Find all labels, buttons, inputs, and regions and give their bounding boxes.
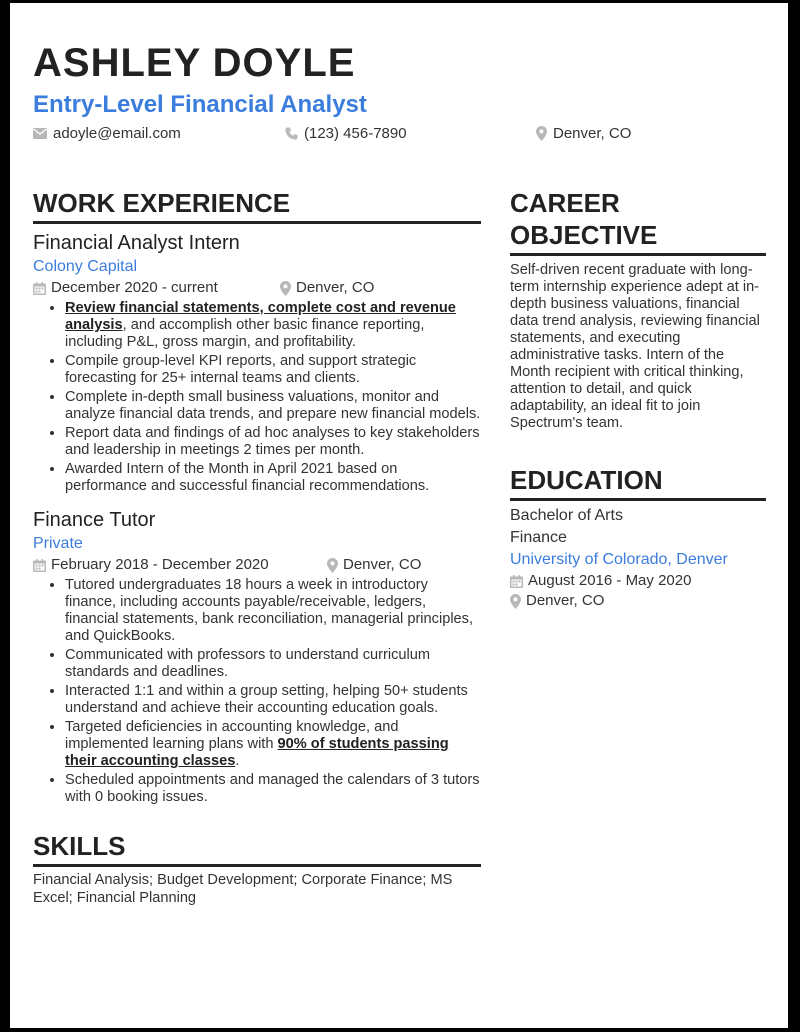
contact-phone <box>285 123 407 143</box>
education-dates-text: August 2016 - May 2020 <box>528 572 692 589</box>
education-heading: EDUCATION <box>510 464 766 501</box>
candidate-role: Entry-Level Financial Analyst <box>33 91 367 118</box>
job-dates <box>33 278 280 298</box>
calendar-icon <box>33 559 46 572</box>
location-pin-icon <box>327 558 338 573</box>
job-title: Financial Analyst Intern <box>33 232 240 254</box>
education-location <box>510 591 766 611</box>
job-dates <box>33 555 327 575</box>
job-entry <box>33 230 481 495</box>
bullet-item: • Tutored undergraduates 18 hours a week in introductory finance, including accounts payable/receivable, ledgers, financial statements, bank reconciliation, managerial principles, and QuickBooks. <box>65 577 481 645</box>
location-pin-icon <box>536 126 547 141</box>
email-icon <box>33 128 47 139</box>
email-text: adoyle@email.com <box>53 124 181 142</box>
education-dates <box>510 571 766 591</box>
job-title: Finance Tutor <box>33 509 156 531</box>
field-of-study: Finance <box>510 529 567 546</box>
job-meta <box>33 278 481 298</box>
phone-text: (123) 456-7890 <box>304 124 407 142</box>
location-text: Denver, CO <box>553 124 632 142</box>
job-bullets <box>33 577 481 806</box>
degree: Bachelor of Arts <box>510 507 623 524</box>
skills-section <box>33 830 481 907</box>
calendar-icon <box>510 575 523 588</box>
education-dates-item <box>510 571 691 591</box>
job-location-text: Denver, CO <box>343 556 422 573</box>
education-location-text: Denver, CO <box>526 592 605 609</box>
bullet-item: • Review financial statements, complete cost and revenue analysis, and accomplish other basic finance reporting, including P&L, gross margin, and profitability. <box>65 300 481 351</box>
heading-line: CAREER <box>510 188 620 218</box>
bullet-item: • Scheduled appointments and managed the calendars of 3 tutors with 0 booking issues. <box>65 772 481 806</box>
location-pin-icon <box>510 594 521 609</box>
bullet-item: • Targeted deficiencies in accounting knowledge, and implemented learning plans with 90% of students passing their accounting classes. <box>65 719 481 770</box>
left-column <box>33 187 481 907</box>
bullet-item: • Awarded Intern of the Month in April 2021 based on performance and successful financial recommendations. <box>65 461 481 495</box>
bullet-item: • Complete in-depth small business valuations, monitor and analyze financial data trends, and prepare new financial models. <box>65 389 481 423</box>
job-entry <box>33 507 481 806</box>
resume-page <box>10 3 788 1028</box>
education-entry <box>510 505 766 611</box>
job-location-text: Denver, CO <box>296 279 375 296</box>
company-name: Colony Capital <box>33 258 138 275</box>
location-pin-icon <box>280 281 291 296</box>
company-name: Private <box>33 535 83 552</box>
bullet-item: • Report data and findings of ad hoc analyses to key stakeholders and leadership in meetings 2 times per month. <box>65 425 481 459</box>
skills-heading: SKILLS <box>33 830 481 867</box>
contact-email <box>33 123 181 143</box>
bullet-item: • Compile group-level KPI reports, and support strategic forecasting for 25+ internal teams and clients. <box>65 353 481 387</box>
job-bullets <box>33 300 481 495</box>
calendar-icon <box>33 282 46 295</box>
skills-text: Financial Analysis; Budget Development; Corporate Finance; MS Excel; Financial Planning <box>33 872 453 906</box>
work-experience-heading: WORK EXPERIENCE <box>33 187 481 224</box>
job-dates-text: December 2020 - current <box>51 279 218 296</box>
school-name: University of Colorado, Denver <box>510 551 728 568</box>
bullet-item: • Interacted 1:1 and within a group setting, helping 50+ students understand and achieve their accounting education goals. <box>65 683 481 717</box>
education-location-item <box>510 591 604 611</box>
job-meta <box>33 555 481 575</box>
career-objective-heading <box>510 187 766 256</box>
job-location <box>280 278 374 298</box>
highlight-text: 90% of students passing their accounting classes <box>65 736 449 769</box>
bullet-item: • Communicated with professors to understand curriculum standards and deadlines. <box>65 647 481 681</box>
heading-line: OBJECTIVE <box>510 220 658 250</box>
phone-icon <box>285 127 298 140</box>
highlight-text: Review financial statements, complete cost and revenue analysis <box>65 300 456 333</box>
objective-text: Self-driven recent graduate with long-term internship experience adept at in-depth business valuations, financial data trend analysis, reviewing financial statements, and executing administrative tasks. Intern of the Month recipient with critical thinking, attention to detail, and quick adaptability, an ideal fit to join Spectrum's team. <box>510 262 760 431</box>
right-column <box>510 187 766 611</box>
candidate-name: ASHLEY DOYLE <box>33 41 356 85</box>
job-location <box>327 555 421 575</box>
job-dates-text: February 2018 - December 2020 <box>51 556 269 573</box>
contact-location <box>536 123 631 143</box>
